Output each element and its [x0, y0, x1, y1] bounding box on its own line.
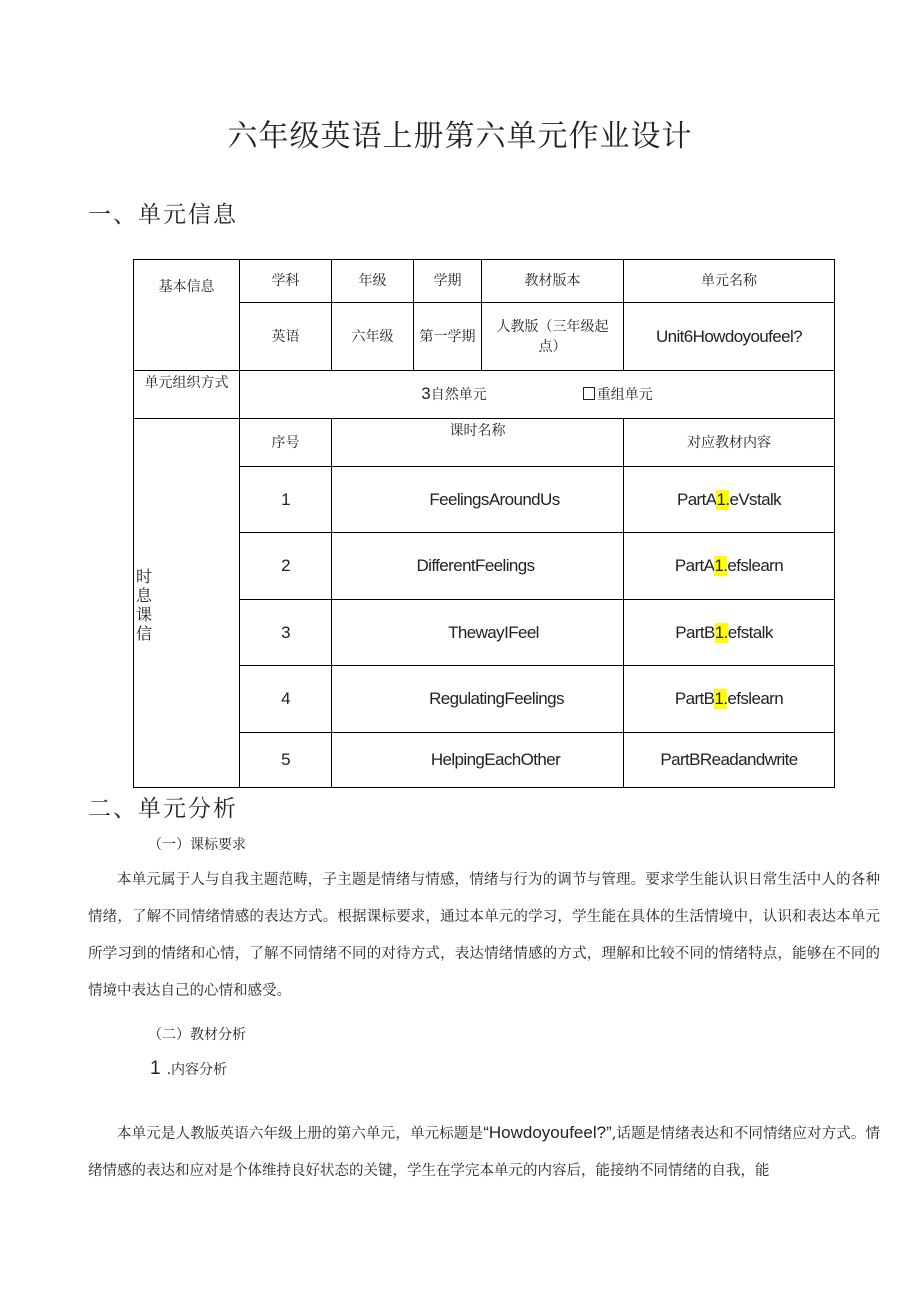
org-label: 单元组织方式 — [144, 375, 229, 391]
lesson-index: 4 — [281, 689, 290, 708]
header-term: 学期 — [433, 273, 462, 289]
lesson-header-name: 课时名称 — [449, 423, 506, 439]
checkbox-icon — [583, 387, 595, 400]
subsection-textbook: （二）教材分析 — [148, 1027, 246, 1043]
header-edition: 教材版本 — [524, 273, 581, 289]
subsection-curriculum: （一）课标要求 — [148, 837, 246, 853]
lesson-name: DifferentFeelings — [416, 556, 535, 575]
value-subject: 英语 — [271, 328, 300, 345]
org-natural-option: 3自然单元 — [421, 384, 487, 403]
lesson-name: ThewayIFeel — [448, 622, 539, 642]
paragraph-content-analysis: 本单元是人教版英语六年级上册的第六单元，单元标题是“Howdoyoufeel?”,话题是情绪表达和不同情绪应对方式。情绪情感的表达和应对是个体维持良好状态的关键，学生在学完本单元的内容后，能接纳不同情绪的自我，能 — [88, 1123, 881, 1179]
lesson-index: 3 — [281, 622, 290, 642]
lesson-content: PartB 1. efstalk — [675, 622, 773, 642]
value-unit-name: Unit6Howdoyoufeel? — [655, 326, 803, 346]
basic-info-label: 基本信息 — [158, 279, 215, 295]
section-heading-unit-info: 一、单元信息 — [88, 202, 238, 228]
lesson-index: 5 — [281, 750, 290, 769]
org-regroup-option: 重组单元 — [583, 385, 653, 405]
value-edition: 人教版（三年级起点） — [496, 318, 609, 355]
lesson-header-index: 序号 — [271, 434, 300, 451]
lesson-content: PartBReadandwrite — [660, 750, 798, 769]
lesson-content: PartA 1. efslearn — [674, 556, 784, 575]
lesson-index: 1 — [281, 489, 290, 509]
value-grade: 六年级 — [351, 328, 394, 345]
header-subject: 学科 — [271, 273, 300, 289]
header-unit-name: 单元名称 — [701, 273, 757, 289]
page-title: 六年级英语上册第六单元作业设计 — [227, 119, 693, 154]
lesson-name: HelpingEachOther — [430, 750, 561, 769]
org-options — [240, 371, 834, 418]
lesson-name: RegulatingFeelings — [429, 689, 564, 708]
lesson-content: PartB 1. efslearn — [674, 689, 784, 708]
content-analysis-item: 1 .内容分析 — [150, 1058, 228, 1079]
header-grade: 年级 — [358, 273, 387, 289]
paragraph-curriculum: 本单元属于人与自我主题范畴，子主题是情绪与情感，情绪与行为的调节与管理。要求学生能认识日常生活中人的各种情绪，了解不同情绪情感的表达方式。根据课标要求，通过本单元的学习，学生能在具体的生活情境中，认识和表达本单元所学习到的情绪和心情，了解不同情绪不同的对待方式，表达情绪情感的方式，理解和比较不同的情绪特点，能够在不同的情境中表达自己的心情和感受。 — [88, 872, 880, 999]
lesson-header-content: 对应教材内容 — [687, 434, 771, 451]
lesson-content: PartA 1. eVstalk — [676, 489, 782, 509]
lesson-info-label: 时 息 课 信 — [136, 567, 153, 643]
lesson-index: 2 — [281, 556, 290, 575]
value-term: 第一学期 — [419, 328, 476, 345]
section-heading-unit-analysis: 二、单元分析 — [88, 796, 238, 822]
lesson-name: FeelingsAroundUs — [429, 489, 560, 509]
